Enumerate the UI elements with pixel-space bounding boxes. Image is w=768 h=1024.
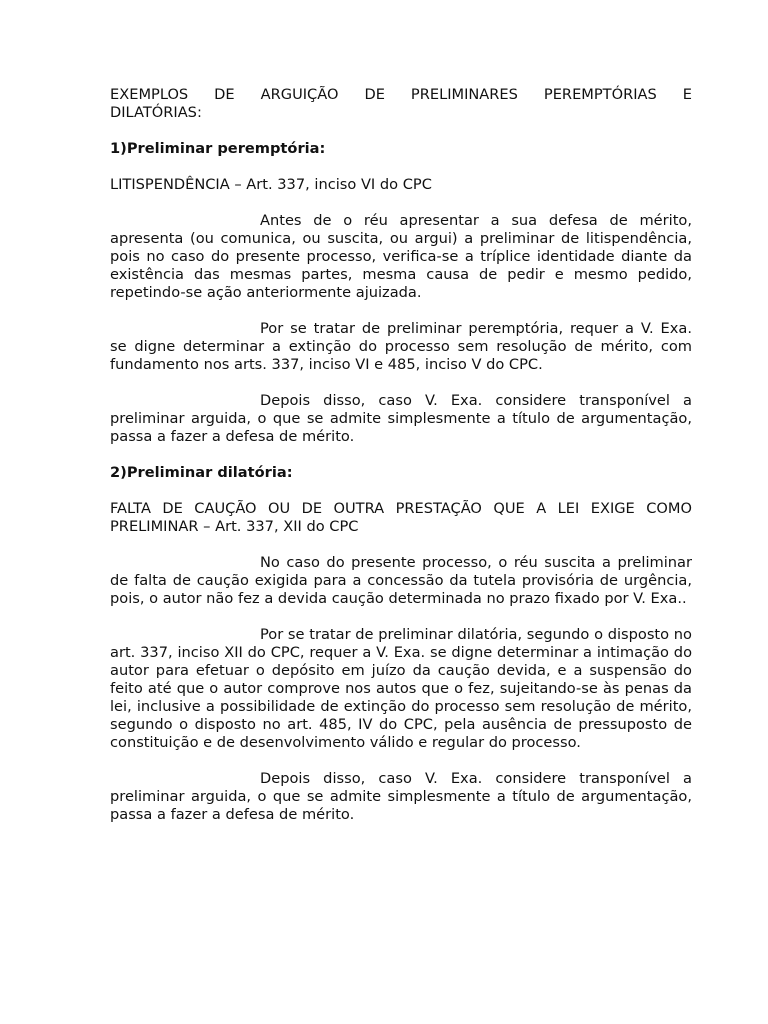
section1-paragraph-3: Depois disso, caso V. Exa. considere transponível a preliminar arguida, o que se admite simplesmente a título de argumentação, passa a fazer a defesa de mérito. bbox=[110, 392, 692, 445]
document-title-line2: DILATÓRIAS: bbox=[110, 104, 202, 121]
section1-paragraph-1: Antes de o réu apresentar a sua defesa de mérito, apresenta (ou comunica, ou suscita, ou argui) a preliminar de litispendência, pois no caso do presente processo, verifica-se a tríplice identidade diante da existência das mesmas partes, mesma causa de pedir e mesmo pedido, repetindo-se ação anteriormente ajuizada. bbox=[110, 212, 692, 301]
section1-paragraph-2: Por se tratar de preliminar peremptória, requer a V. Exa. se digne determinar a extinção do processo sem resolução de mérito, com fundamento nos arts. 337, inciso VI e 485, inciso V do CPC. bbox=[110, 320, 692, 373]
document-page bbox=[110, 86, 692, 842]
section2-paragraph-2: Por se tratar de preliminar dilatória, segundo o disposto no art. 337, inciso XII do CPC, requer a V. Exa. se digne determinar a intimação do autor para efetuar o depósito em juízo da caução devida, e a suspensão do feito até que o autor comprove nos autos que o fez, sujeitando-se às penas da lei, inclusive a possibilidade de extinção do processo sem resolução de mérito, segundo o disposto no art. 485, IV do CPC, pela ausência de pressuposto de constituição e de desenvolvimento válido e regular do processo. bbox=[110, 626, 692, 751]
section1-subject: LITISPENDÊNCIA – Art. 337, inciso VI do CPC bbox=[110, 176, 432, 193]
section2-paragraph-3: Depois disso, caso V. Exa. considere transponível a preliminar arguida, o que se admite simplesmente a título de argumentação, passa a fazer a defesa de mérito. bbox=[110, 770, 692, 823]
document-title bbox=[110, 86, 692, 122]
section1-heading: 1)Preliminar peremptória: bbox=[110, 140, 326, 157]
section2-subject: FALTA DE CAUÇÃO OU DE OUTRA PRESTAÇÃO QUE A LEI EXIGE COMO PRELIMINAR – Art. 337, XII do CPC bbox=[110, 500, 692, 535]
section2-paragraph-1: No caso do presente processo, o réu suscita a preliminar de falta de caução exigida para a concessão da tutela provisória de urgência, pois, o autor não fez a devida caução determinada no prazo fixado por V. Exa.. bbox=[110, 554, 692, 607]
section2-heading: 2)Preliminar dilatória: bbox=[110, 464, 293, 481]
document-title-line1: EXEMPLOS DE ARGUIÇÃO DE PRELIMINARES PEREMPTÓRIAS E bbox=[110, 86, 692, 103]
